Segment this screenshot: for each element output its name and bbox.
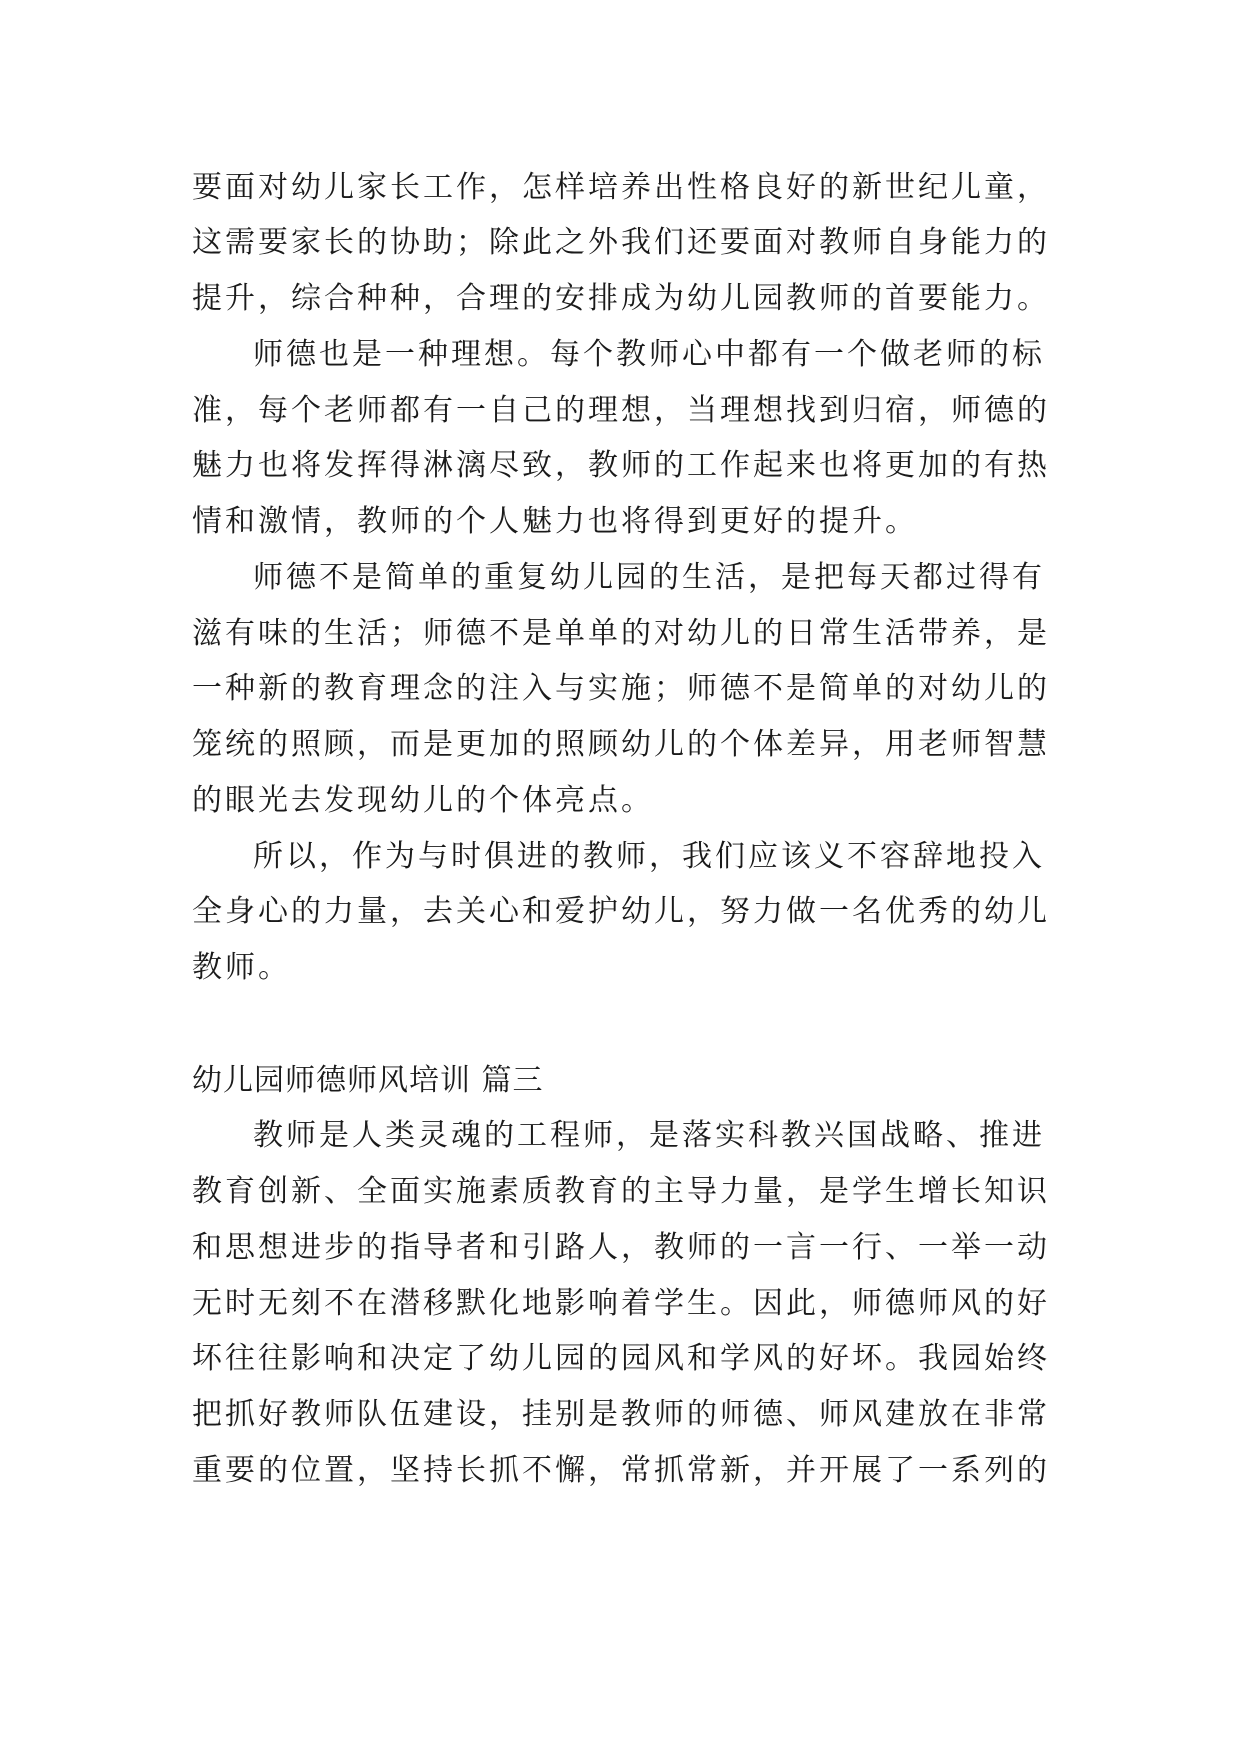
text-line: 无时无刻不在潜移默化地影响着学生。因此，师德师风的好 bbox=[192, 1286, 1050, 1321]
text-line: 笼统的照顾，而是更加的照顾幼儿的个体差异，用老师智慧 bbox=[192, 727, 1050, 762]
paragraph-start-line: 师德也是一种理想。每个教师心中都有一个做老师的标 bbox=[253, 337, 1045, 372]
text-line: 情和激情，教师的个人魅力也将得到更好的提升。 bbox=[192, 504, 918, 539]
text-line: 滋有味的生活；师德不是单单的对幼儿的日常生活带养，是 bbox=[192, 616, 1050, 651]
text-line: 这需要家长的协助；除此之外我们还要面对教师自身能力的 bbox=[192, 225, 1050, 260]
text-line: 全身心的力量，去关心和爱护幼儿，努力做一名优秀的幼儿 bbox=[192, 894, 1050, 929]
text-line: 魅力也将发挥得淋漓尽致，教师的工作起来也将更加的有热 bbox=[192, 448, 1050, 483]
section-heading: 幼儿园师德师风培训 篇三 bbox=[192, 1063, 544, 1098]
text-line: 要面对幼儿家长工作，怎样培养出性格良好的新世纪儿童， bbox=[192, 170, 1050, 205]
paragraph-start-line: 教师是人类灵魂的工程师，是落实科教兴国战略、推进 bbox=[253, 1118, 1045, 1153]
text-line: 重要的位置，坚持长抓不懈，常抓常新，并开展了一系列的 bbox=[192, 1453, 1050, 1488]
text-line: 把抓好教师队伍建设，挂别是教师的师德、师风建放在非常 bbox=[192, 1397, 1050, 1432]
paragraph-start-line: 师德不是简单的重复幼儿园的生活，是把每天都过得有 bbox=[253, 560, 1045, 595]
text-line: 提升，综合种种，合理的安排成为幼儿园教师的首要能力。 bbox=[192, 281, 1050, 316]
text-line: 教师。 bbox=[192, 950, 291, 985]
paragraph-start-line: 所以，作为与时俱进的教师，我们应该义不容辞地投入 bbox=[253, 839, 1045, 874]
text-line: 一种新的教育理念的注入与实施；师德不是简单的对幼儿的 bbox=[192, 671, 1050, 706]
text-line: 坏往往影响和决定了幼儿园的园风和学风的好坏。我园始终 bbox=[192, 1341, 1050, 1376]
text-line: 的眼光去发现幼儿的个体亮点。 bbox=[192, 783, 654, 818]
text-line: 教育创新、全面实施素质教育的主导力量，是学生增长知识 bbox=[192, 1174, 1050, 1209]
text-line: 准，每个老师都有一自己的理想，当理想找到归宿，师德的 bbox=[192, 393, 1050, 428]
text-line: 和思想进步的指导者和引路人，教师的一言一行、一举一动 bbox=[192, 1230, 1050, 1265]
